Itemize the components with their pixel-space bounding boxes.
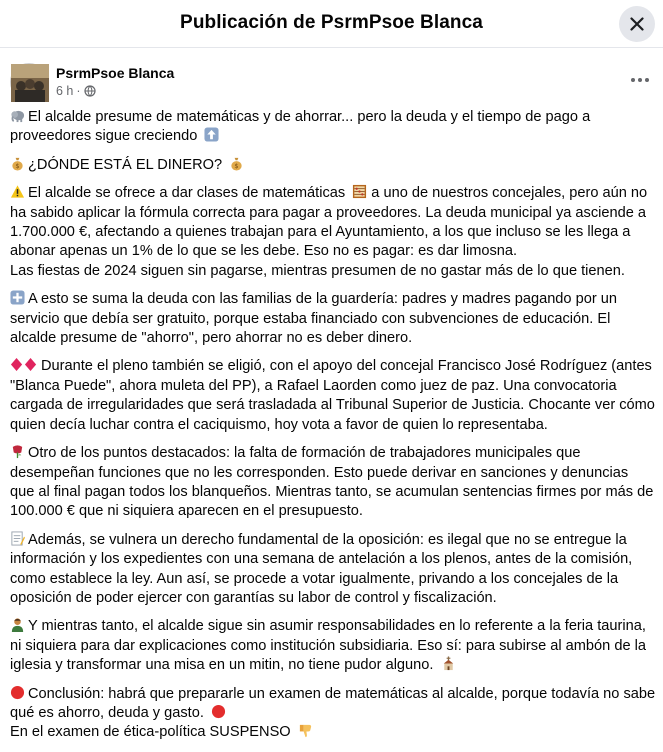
person-icon [10, 617, 25, 632]
red-circle-icon [211, 704, 226, 719]
elephant-icon [10, 108, 25, 123]
paragraph-question [10, 156, 656, 175]
post-body [10, 108, 656, 752]
paragraph-line2: Las fiestas de 2024 siguen sin pagarse, mientras presumen de no gastar más de lo que tienen. [10, 262, 625, 279]
close-icon [627, 14, 647, 34]
avatar[interactable] [10, 63, 48, 101]
paragraph-text: Además, se vulnera un derecho fundamental de la oposición: es ilegal que no se entregue la información y los expedientes con una semana de antelación a los plenos, antes de la comisión, como establece la ley. Aun así, se procede a votar igualmente, privando a los concejales de la oposición de poder ejercer con garantías su labor de control y fiscalización. [10, 531, 633, 606]
church-icon [441, 656, 456, 671]
paragraph-intro [10, 108, 656, 147]
thumbs-down-icon [298, 723, 313, 738]
close-button[interactable] [619, 6, 655, 42]
paragraph-text: ¿DÓNDE ESTÁ EL DINERO? [28, 156, 223, 173]
post-header [0, 56, 663, 106]
red-diamonds-icon [10, 357, 38, 372]
paragraph-text: A esto se suma la deuda con las familias de la guardería: padres y madres pagando por un servicio que debía ser gratuito, porque estaba financiado con subvenciones de educación. El alcalde presume de "ahorro", pero ahorrar no es deber dinero. [10, 291, 617, 347]
memo-icon [10, 531, 25, 546]
paragraph-text: El alcalde se ofrece a dar clases de matemáticas [28, 185, 346, 202]
post-meta [56, 84, 96, 98]
money-bag-icon [10, 156, 25, 171]
meta-separator: · [76, 84, 81, 98]
paragraph-text: Otro de los puntos destacados: la falta de formación de trabajadores municipales que desempeñan funciones que no les corresponden. Esto puede derivar en sanciones y denuncias que al final pagan todos los blanqueños. Mientras tanto, se acumulan sentencias firmes por más de 100.000 € que ni siquiera aparecen en el presupuesto. [10, 445, 654, 520]
plus-icon [10, 290, 25, 305]
paragraph-training [10, 444, 656, 522]
up-arrow-icon [204, 127, 219, 142]
paragraph-conclusion [10, 685, 656, 743]
paragraph-nursery [10, 290, 656, 348]
more-options-button[interactable] [626, 66, 654, 94]
abacus-icon [352, 184, 367, 199]
paragraph-text: Y mientras tanto, el alcalde sigue sin asumir responsabilidades en lo referente a la feria taurina, ni siquiera para dar explicaciones como institución subsidiaria. Eso sí: para subirse al ambón de la iglesia y transformar una misa en un mitin, no tiene pudor alguno. [10, 618, 646, 674]
globe-icon [84, 85, 96, 97]
warning-icon [10, 184, 25, 199]
paragraph-fair [10, 617, 656, 675]
money-bag-icon [229, 156, 244, 171]
post-time[interactable]: 6 h [56, 84, 74, 98]
avatar-photo-icon [11, 64, 49, 102]
post-author[interactable]: PsrmPsoe Blanca [56, 65, 175, 81]
paragraph-debt [10, 184, 656, 281]
more-dots-icon [630, 77, 650, 83]
paragraph-line2: En el examen de ética-política SUSPENSO [10, 724, 291, 741]
paragraph-text: Conclusión: habrá que prepararle un examen de matemáticas al alcalde, porque todavía no sabe qué es ahorro, deuda y gasto. [10, 685, 656, 721]
paragraph-text-continued: a uno de nuestros concejales, pero aún no ha sabido aplicar la fórmula correcta para pagar a proveedores. La deuda municipal ya asciende a 1.700.000 €, afectando a quienes trabajan para el Ayuntamiento, a los que incluso se les llega a abonar apenas un 1% de lo que se les debe. Eso no es pagar: es dar limosna. [10, 185, 648, 260]
flower-icon [10, 444, 25, 459]
paragraph-judge [10, 357, 656, 435]
paragraph-text: Durante el pleno también se eligió, con el apoyo del concejal Francisco José Rodríguez (antes "Blanca Puede", ahora muleta del PP), a Rafael Laorden como juez de paz. Una convocatoria cargada de irregularidades que será trasladada al Tribunal Superior de Justicia. Chocante ver cómo quien decía luchar contra el caciquismo, hoy vota a favor de quien lo representaba. [10, 358, 655, 433]
paragraph-text: El alcalde presume de matemáticas y de ahorrar... pero la deuda y el tiempo de pago a proveedores sigue creciendo [10, 109, 591, 145]
modal-header [0, 0, 663, 48]
svg-text:$: $ [234, 162, 239, 170]
red-circle-icon [10, 685, 25, 700]
paragraph-rights [10, 531, 656, 609]
modal-title: Publicación de PsrmPsoe Blanca [180, 12, 483, 33]
svg-text:$: $ [15, 162, 20, 170]
